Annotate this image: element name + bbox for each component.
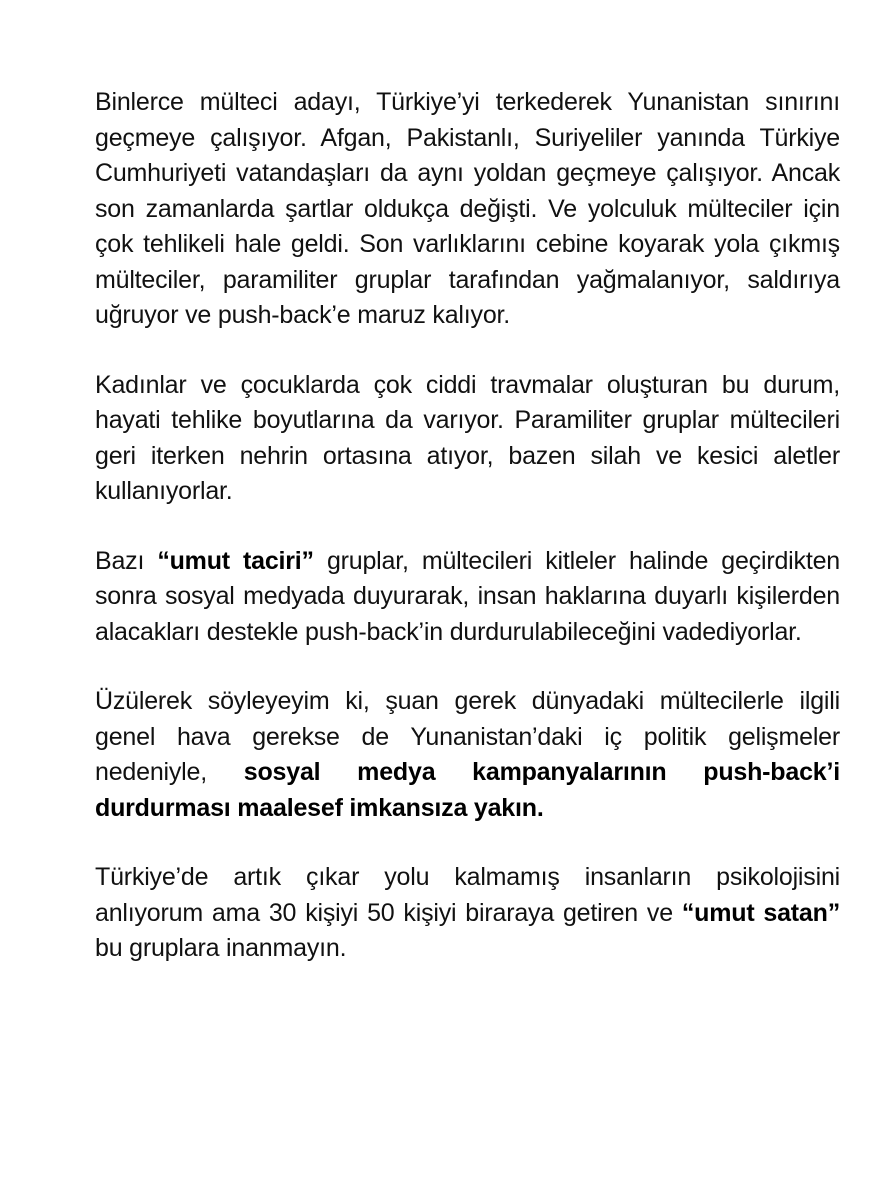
- paragraph-social-media: [95, 684, 840, 826]
- paragraph-warning: [95, 860, 840, 967]
- paragraph-text: Üzülerek söyleyeyim ki, şuan gerek dünyadaki mültecilerle ilgili genel hava gerekse de Yunanistan’daki iç politik gelişmeler nedeniyle,: [95, 687, 840, 786]
- paragraph-text: Bazı: [95, 546, 158, 575]
- emphasis-umut-taciri: “umut taciri”: [157, 546, 314, 575]
- paragraph-text: gruplar, mültecileri kitleler halinde geçirdikten sonra sosyal medyada duyurarak, insan haklarına duyarlı kişilerden alacakları destekle push-back’in durdurulabileceğini vadediyorlar.: [95, 546, 840, 646]
- paragraph-trauma: Kadınlar ve çocuklarda çok ciddi travmalar oluşturan bu durum, hayati tehlike boyutlarına da varıyor. Paramiliter gruplar mültecileri geri iterken nehrin ortasına atıyor, bazen silah ve kesici aletler kullanıyorlar.: [95, 370, 840, 505]
- paragraph-text: Türkiye’de artık çıkar yolu kalmamış insanların psikolojisini anlıyorum ama 30 kişiyi 50 kişiyi biraraya getiren ve: [95, 863, 840, 927]
- paragraph-hope-dealers: [95, 544, 840, 651]
- document-body: [95, 85, 840, 967]
- paragraph-text: bu gruplara inanmayın.: [95, 934, 347, 962]
- emphasis-umut-satan: “umut satan”: [681, 898, 841, 927]
- paragraph-refugee-crossing: Binlerce mülteci adayı, Türkiye’yi terkederek Yunanistan sınırını geçmeye çalışıyor. Afgan, Pakistanlı, Suriyeliler yanında Türkiye Cumhuriyeti vatandaşları da aynı yoldan geçmeye çalışıyor. Ancak son zamanlarda şartlar oldukça değişti. Ve yolculuk mülteciler için çok tehlikeli hale geldi. Son varlıklarını cebine koyarak yola çıkmış mülteciler, paramiliter gruplar tarafından yağmalanıyor, saldırıya uğruyor ve push-back’e maruz kalıyor.: [95, 88, 840, 329]
- emphasis-social-media-campaigns: sosyal medya kampanyalarının push-back’i durdurması maalesef imkansıza yakın.: [95, 758, 840, 822]
